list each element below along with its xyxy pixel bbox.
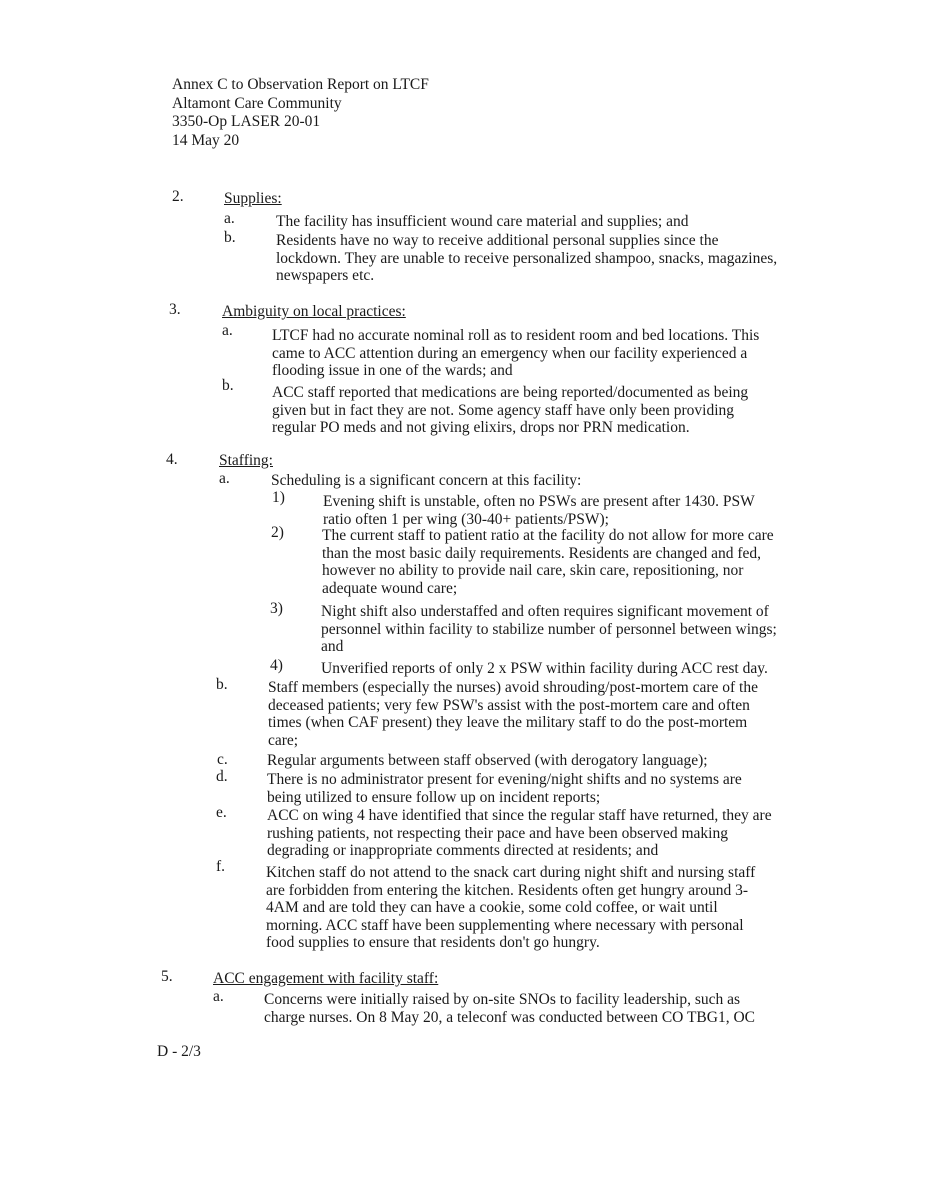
section-title: Staffing: xyxy=(219,452,273,469)
item-label: e. xyxy=(216,804,227,821)
item-text: Kitchen staff do not attend to the snack cart during night shift and nursing staff are forbidden from entering the kitchen. Residents often get hungry around 3- 4AM and are told they can have a cookie, some cold coffee, or wait until morning. ACC staff have been supplementing where necessary with personal food supplies to ensure that residents don't go hungry. xyxy=(266,864,756,951)
subitem-label: 3) xyxy=(270,600,283,617)
item-label: b. xyxy=(216,676,228,693)
header-line-title: Annex C to Observation Report on LTCF xyxy=(172,76,429,93)
item-label: b. xyxy=(222,377,234,394)
subitem-text: Unverified reports of only 2 x PSW within facility during ACC rest day. xyxy=(321,660,768,677)
item-text: There is no administrator present for evening/night shifts and no systems are being utilized to ensure follow up on incident reports; xyxy=(267,771,742,806)
document-header xyxy=(172,76,429,150)
item-label: d. xyxy=(216,768,228,785)
item-text: ACC on wing 4 have identified that since the regular staff have returned, they are rushing patients, not respecting their pace and have been observed making degrading or inappropriate comments directed at residents; and xyxy=(267,807,772,859)
section-title: Supplies: xyxy=(224,190,282,207)
item-label: a. xyxy=(213,988,224,1005)
item-label: a. xyxy=(219,470,230,487)
subitem-label: 2) xyxy=(271,524,284,541)
subitem-text: Night shift also understaffed and often requires significant movement of personnel within facility to stabilize number of personnel between wings; and xyxy=(321,603,777,655)
item-text: ACC staff reported that medications are being reported/documented as being given but in fact they are not. Some agency staff have only been providing regular PO meds and not giving elixirs, drops nor PRN medication. xyxy=(272,384,749,436)
section-number: 3. xyxy=(169,301,181,318)
item-label: f. xyxy=(216,858,226,875)
item-text: Scheduling is a significant concern at this facility: xyxy=(271,472,582,489)
header-line-facility: Altamont Care Community xyxy=(172,94,342,112)
item-text: Regular arguments between staff observed (with derogatory language); xyxy=(267,752,708,769)
item-label: a. xyxy=(222,322,233,339)
subitem-text: Evening shift is unstable, often no PSWs are present after 1430. PSW ratio often 1 per wing (30-40+ patients/PSW); xyxy=(323,493,755,528)
item-text: Concerns were initially raised by on-site SNOs to facility leadership, such as charge nurses. On 8 May 20, a teleconf was conducted between CO TBG1, OC xyxy=(264,991,755,1026)
item-label: a. xyxy=(224,210,235,227)
item-text: Staff members (especially the nurses) avoid shrouding/post-mortem care of the deceased patients; very few PSW's assist with the post-mortem care and often times (when CAF present) they leave the military staff to do the post-mortem care; xyxy=(268,679,758,749)
section-title: ACC engagement with facility staff: xyxy=(213,970,439,987)
header-line-file-number: 3350-Op LASER 20-01 xyxy=(172,113,321,130)
item-label: b. xyxy=(224,229,236,246)
item-text: The facility has insufficient wound care material and supplies; and xyxy=(276,213,689,230)
section-title: Ambiguity on local practices: xyxy=(222,303,406,320)
item-text: Residents have no way to receive additional personal supplies since the lockdown. They are unable to receive personalized shampoo, snacks, magazines, newspapers etc. xyxy=(276,232,778,284)
item-text: LTCF had no accurate nominal roll as to resident room and bed locations. This came to ACC attention during an emergency when our facility experienced a flooding issue in one of the wards; and xyxy=(272,327,760,379)
section-number: 5. xyxy=(161,968,173,985)
item-label: c. xyxy=(217,751,228,768)
subitem-text: The current staff to patient ratio at the facility do not allow for more care than the most basic daily requirements. Residents are changed and fed, however no ability to provide nail care, skin care, repositioning, nor adequate wound care; xyxy=(322,527,774,597)
section-number: 4. xyxy=(166,451,178,468)
subitem-label: 4) xyxy=(270,657,283,674)
page-number: D - 2/3 xyxy=(157,1043,201,1060)
subitem-label: 1) xyxy=(272,489,285,506)
section-number: 2. xyxy=(172,188,184,205)
header-line-date: 14 May 20 xyxy=(172,131,240,149)
